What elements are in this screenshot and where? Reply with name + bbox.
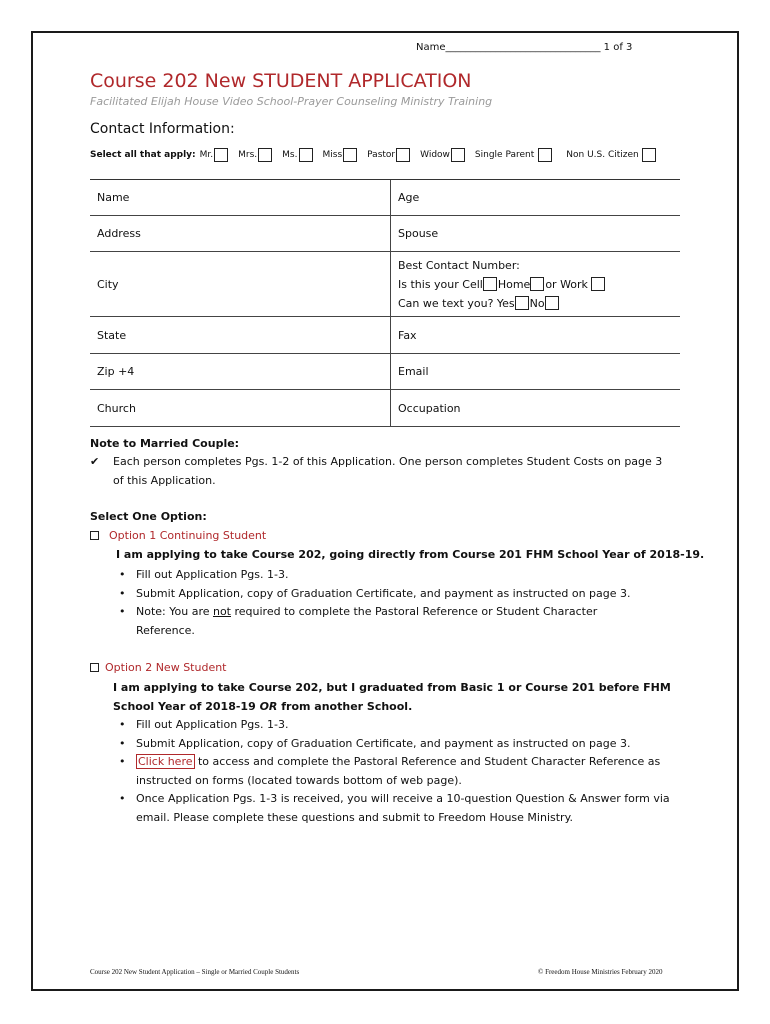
married-note-heading: Note to Married Couple: (90, 437, 240, 450)
page-title: Course 202 New STUDENT APPLICATION (90, 70, 472, 92)
title-select-row (90, 148, 656, 162)
select-option-heading: Select One Option: (90, 510, 207, 523)
option-mr-label: Mr. (199, 150, 214, 160)
option-non-us-label: Non U.S. Citizen (566, 150, 639, 160)
option2-bullets (113, 716, 678, 827)
option2-checkbox[interactable] (90, 663, 99, 672)
option-widow-checkbox[interactable] (451, 148, 465, 162)
table-row (90, 180, 680, 216)
church-field[interactable]: Church (90, 390, 391, 426)
list-item: • Submit Application, copy of Graduation Certificate, and payment as instructed on page 3. (113, 735, 678, 754)
option1-note-prefix: Note: You are (136, 605, 213, 618)
option2-description (113, 679, 673, 716)
option-single-parent-label: Single Parent (474, 150, 535, 160)
cell-label: Is this your Cell (398, 277, 483, 291)
option-single-parent-checkbox[interactable] (538, 148, 552, 162)
name-page-line: Name_______________________________ 1 of 3 (416, 42, 633, 53)
option2-bullet3-text: to access and complete the Pastoral Reference and Student Character Reference as instructed on forms (located towards bottom of web page). (136, 755, 661, 787)
option2-desc-b: from another School. (277, 699, 413, 713)
option2-desc-a: I am applying to take Course 202, but I graduated from Basic 1 or Course 201 before FHM School Year of 2018-19 (113, 681, 671, 713)
option-miss-label: Miss (322, 150, 343, 160)
option-ms-checkbox[interactable] (299, 148, 313, 162)
text-no-label: No (529, 296, 545, 310)
spouse-field[interactable]: Spouse (398, 227, 439, 240)
option1-note-not: not (212, 605, 231, 618)
option-non-us-checkbox[interactable] (642, 148, 656, 162)
list-item (113, 753, 678, 790)
option-mr-checkbox[interactable] (214, 148, 228, 162)
list-item (113, 603, 673, 640)
married-note-line2: of this Application. (113, 474, 216, 487)
zip-field[interactable]: Zip +4 (90, 354, 391, 389)
option1-title: Option 1 Continuing Student (109, 529, 267, 542)
phone-type-row (398, 275, 605, 294)
best-contact-label: Best Contact Number: (398, 258, 520, 272)
city-field[interactable]: City (90, 252, 391, 316)
age-field[interactable]: Age (398, 191, 420, 204)
option1-bullets (113, 566, 673, 640)
option-mrs-label: Mrs. (238, 150, 258, 160)
text-yes-label: Can we text you? Yes (398, 296, 515, 310)
list-item: • Once Application Pgs. 1-3 is received, you will receive a 10-question Question & Answer form via email. Please complete these questions and submit to Freedom House Ministry. (113, 790, 678, 827)
cell-checkbox[interactable] (483, 277, 497, 291)
contact-heading: Contact Information: (90, 121, 235, 137)
home-checkbox[interactable] (530, 277, 544, 291)
text-yes-checkbox[interactable] (515, 296, 529, 310)
option2-title: Option 2 New Student (105, 661, 227, 674)
table-row (90, 390, 680, 427)
occupation-field[interactable]: Occupation (398, 401, 461, 415)
table-row (90, 354, 680, 390)
option1-checkbox[interactable] (90, 531, 99, 540)
married-note-check-icon: ✔ (90, 455, 100, 468)
table-row (90, 317, 680, 354)
footer-left: Course 202 New Student Application – Single or Married Couple Students (90, 968, 300, 976)
table-row (90, 252, 680, 317)
home-label: Home (497, 277, 531, 291)
state-field[interactable]: State (90, 317, 391, 353)
email-field[interactable]: Email (398, 365, 429, 378)
fax-field[interactable]: Fax (398, 328, 417, 342)
option-pastor-checkbox[interactable] (396, 148, 410, 162)
list-item: • Fill out Application Pgs. 1-3. (113, 566, 673, 585)
option1-row (90, 529, 266, 542)
option2-row (90, 661, 227, 674)
select-lead: Select all that apply: (90, 150, 196, 160)
option2-desc-or: OR (259, 699, 278, 713)
option-mrs-checkbox[interactable] (258, 148, 272, 162)
option1-description: I am applying to take Course 202, going directly from Course 201 FHM School Year of 2018-19. (116, 548, 705, 561)
option-ms-label: Ms. (282, 150, 298, 160)
click-here-link[interactable]: Click here (138, 755, 193, 768)
work-checkbox[interactable] (591, 277, 605, 291)
work-label: or Work (545, 277, 588, 291)
footer-right: © Freedom House Ministries February 2020 (538, 968, 663, 976)
contact-table (90, 179, 680, 427)
option-pastor-label: Pastor (367, 150, 396, 160)
list-item: • Fill out Application Pgs. 1-3. (113, 716, 678, 735)
text-no-checkbox[interactable] (545, 296, 559, 310)
page-subtitle: Facilitated Elijah House Video School-Prayer Counseling Ministry Training (90, 95, 493, 108)
list-item: • Submit Application, copy of Graduation Certificate, and payment as instructed on page 3. (113, 585, 673, 604)
table-row (90, 216, 680, 252)
option-widow-label: Widow (420, 150, 450, 160)
option-miss-checkbox[interactable] (343, 148, 357, 162)
name-field[interactable]: Name (90, 180, 391, 215)
best-contact-cell (391, 252, 680, 316)
married-note-line1: Each person completes Pgs. 1-2 of this Application. One person completes Student Costs on page 3 (113, 455, 663, 468)
text-ok-row (398, 294, 559, 313)
option1-note-suffix: required to complete the Pastoral Reference or Student Character Reference. (136, 605, 598, 637)
address-field[interactable]: Address (90, 216, 391, 251)
